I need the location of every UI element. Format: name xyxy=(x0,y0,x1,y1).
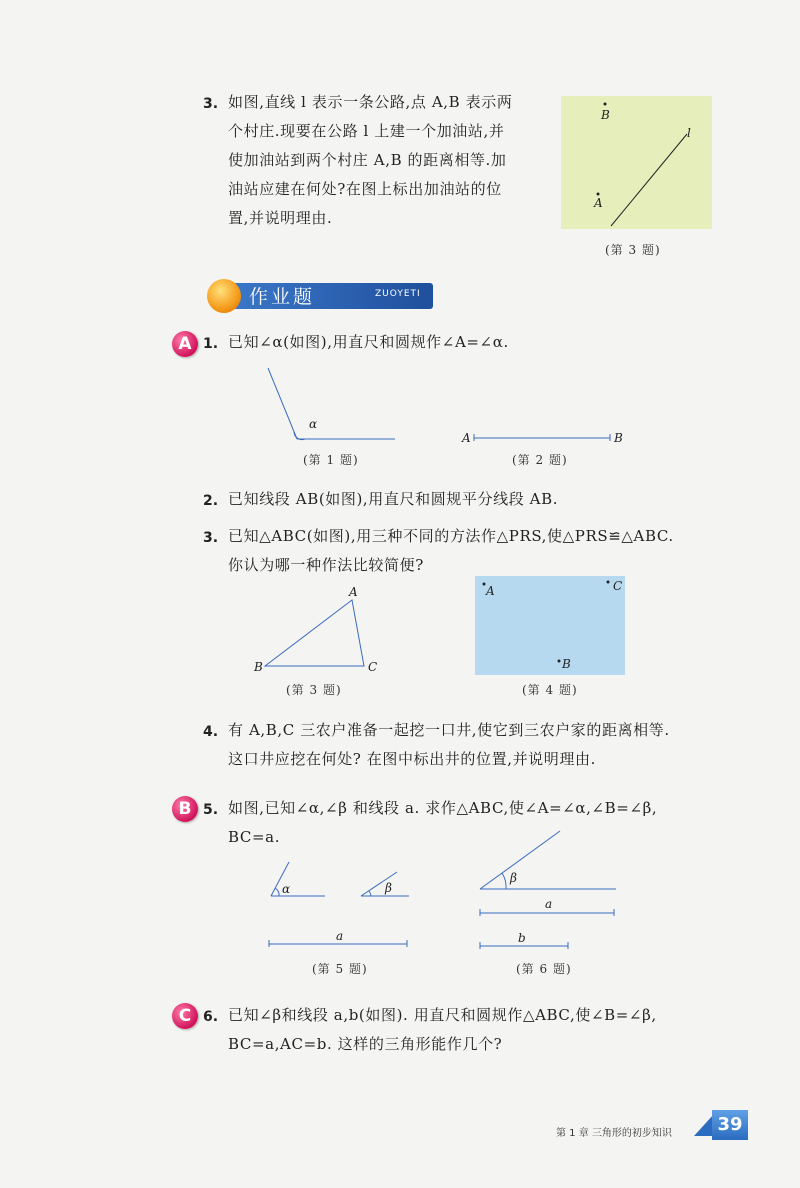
segment-label: a xyxy=(545,897,553,911)
page-tab-arrow-icon xyxy=(692,1112,714,1140)
text-line: 使加油站到两个村庄 A,B 的距离相等.加 xyxy=(228,151,507,169)
text-line: 你认为哪一种作法比较简便? xyxy=(228,556,424,574)
problem-number: 3. xyxy=(203,530,219,546)
level-c-badge: C xyxy=(172,1003,198,1029)
angle-label: β xyxy=(385,881,392,895)
vertex-label: A xyxy=(349,585,358,599)
problem-number: 2. xyxy=(203,493,219,509)
text-line: 如图,直线 l 表示一条公路,点 A,B 表示两 xyxy=(228,93,513,111)
road-diagram xyxy=(561,96,712,229)
page-number: 39 xyxy=(712,1110,748,1140)
problem-text xyxy=(228,88,548,233)
angle-label: α xyxy=(282,882,291,896)
text-line: 有 A,B,C 三农户准备一起挖一口井,使它到三农户家的距离相等. xyxy=(228,721,670,739)
level-a-badge: A xyxy=(172,331,198,357)
figure-caption: (第 2 题) xyxy=(512,453,568,467)
point-label: B xyxy=(614,431,623,445)
text-line: BC=a,AC=b. 这样的三角形能作几个? xyxy=(228,1035,503,1053)
segment-label: a xyxy=(336,929,344,943)
line-label: l xyxy=(687,126,691,140)
triangle-abc-figure xyxy=(262,596,374,672)
figure-caption: (第 1 题) xyxy=(303,453,359,467)
problem-number: 1. xyxy=(203,336,219,352)
vertex-label: B xyxy=(254,660,263,674)
angle-label: α xyxy=(309,417,318,431)
banner-title: 作业题 xyxy=(249,286,316,308)
text-line: 如图,已知∠α,∠β 和线段 a. 求作△ABC,使∠A=∠α,∠B=∠β, xyxy=(228,799,658,817)
problem-number: 6. xyxy=(203,1009,219,1025)
text-line: 个村庄.现要在公路 l 上建一个加油站,并 xyxy=(228,122,505,140)
chapter-title: 第 1 章 三角形的初步知识 xyxy=(556,1128,672,1139)
text-line: 这口井应挖在何处? 在图中标出井的位置,并说明理由. xyxy=(228,750,596,768)
problem-text: 已知线段 AB(如图),用直尺和圆规平分线段 AB. xyxy=(228,490,559,508)
text-line: 油站应建在何处?在图上标出加油站的位 xyxy=(228,180,502,198)
problem-text xyxy=(228,1001,728,1059)
vertex-label: C xyxy=(368,660,378,674)
segment-ab-figure xyxy=(472,430,614,444)
figure-road-villages xyxy=(561,96,712,229)
problem-number: 5. xyxy=(203,802,219,818)
text-line: 已知∠β和线段 a,b(如图). 用直尺和圆规作△ABC,使∠B=∠β, xyxy=(228,1006,657,1024)
figure-caption: (第 6 题) xyxy=(516,962,572,976)
point-label: B xyxy=(601,108,610,122)
banner-subtitle: ZUOYETI xyxy=(375,289,421,299)
problem-number: 4. xyxy=(203,724,219,740)
farmhouses-figure xyxy=(475,576,625,675)
angle-alpha-figure xyxy=(265,365,405,445)
text-line: 置,并说明理由. xyxy=(228,209,333,227)
point-label: A xyxy=(462,431,471,445)
homework-banner xyxy=(205,279,433,313)
angle-label: β xyxy=(510,871,517,885)
level-b-badge: B xyxy=(172,796,198,822)
farmhouse-points xyxy=(475,576,625,675)
segment-label: b xyxy=(518,931,526,945)
problem-text: 已知∠α(如图),用直尺和圆规作∠A=∠α. xyxy=(228,333,509,351)
problem-number: 3. xyxy=(203,96,219,112)
problem-text xyxy=(228,716,728,774)
point-label: A xyxy=(486,584,495,598)
problem-text xyxy=(228,522,728,580)
fig6-angle-segments xyxy=(476,827,618,953)
figure-caption: (第 5 题) xyxy=(312,962,368,976)
point-label: C xyxy=(613,579,623,593)
figure-caption: (第 3 题) xyxy=(605,243,661,257)
point-label: A xyxy=(594,196,603,210)
text-line: BC=a. xyxy=(228,828,281,846)
figure-caption: (第 3 题) xyxy=(286,683,342,697)
figure-caption: (第 4 题) xyxy=(522,683,578,697)
point-label: B xyxy=(562,657,571,671)
text-line: 已知△ABC(如图),用三种不同的方法作△PRS,使△PRS≌△ABC. xyxy=(228,527,674,545)
banner-ball-icon xyxy=(207,279,241,313)
